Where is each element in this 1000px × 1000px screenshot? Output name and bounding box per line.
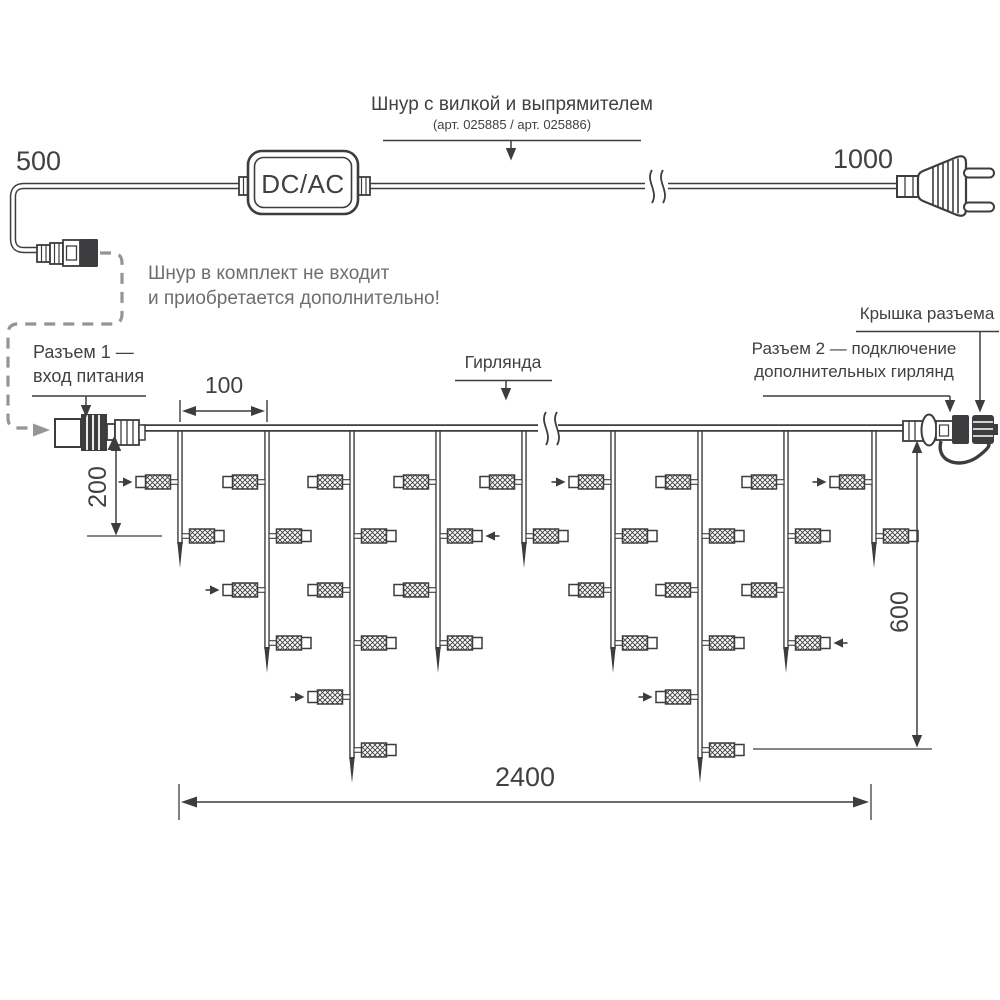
lamp-body (579, 475, 604, 489)
lamp-body (666, 583, 691, 597)
lamp-cap (308, 692, 318, 703)
lamp-neck (876, 534, 884, 539)
flash-arrow-icon (486, 531, 496, 540)
lamp-body (318, 475, 343, 489)
lamp-body (752, 583, 777, 597)
lamp-neck (440, 641, 448, 646)
power-cord (13, 170, 899, 250)
dim-100 (180, 400, 267, 422)
lamp-cap (821, 531, 831, 542)
lamp-cap (394, 585, 404, 596)
lamp-cap (473, 531, 483, 542)
lamp-cap (215, 531, 225, 542)
connector1-label-line1: Разъем 1 — (33, 342, 134, 362)
note-line-2: и приобретается дополнительно! (148, 288, 440, 309)
lamp-body (534, 529, 559, 543)
flash-arrow-icon (817, 477, 827, 486)
lamp-cap (387, 745, 397, 756)
lamp-neck (526, 534, 534, 539)
lamp-cap (387, 531, 397, 542)
lamp-neck (788, 534, 796, 539)
lamp-neck (343, 588, 351, 593)
note-line-1: Шнур в комплект не входит (148, 263, 390, 284)
lamp-cap (742, 477, 752, 488)
lamp-body (840, 475, 865, 489)
drop-tip (697, 757, 702, 783)
lamp-body (579, 583, 604, 597)
lamp-neck (691, 480, 699, 485)
lamp-cap (821, 638, 831, 649)
flash-arrow-icon (643, 692, 653, 701)
lamp-body (666, 475, 691, 489)
adapter-label: DC/AC (261, 169, 345, 199)
lamp-cap (223, 477, 233, 488)
lamp-body (318, 583, 343, 597)
lamp-neck (702, 748, 710, 753)
lamp-cap (302, 531, 312, 542)
lamp-cap (569, 585, 579, 596)
lamp-neck (691, 588, 699, 593)
lamp-body (448, 636, 473, 650)
lamp-cap (569, 477, 579, 488)
lamp-neck (269, 641, 277, 646)
lamp-cap (308, 477, 318, 488)
lamp-neck (258, 480, 266, 485)
lamp-neck (615, 534, 623, 539)
lamp-body (710, 743, 735, 757)
lamp-cap (559, 531, 569, 542)
connector2-label-line1: Разъем 2 — подключение (751, 339, 957, 358)
lamp-body (623, 529, 648, 543)
lamp-cap (387, 638, 397, 649)
lamp-neck (440, 534, 448, 539)
lamp-neck (429, 588, 437, 593)
lamp-cap (656, 477, 666, 488)
lamp-body (362, 529, 387, 543)
garland-drops (119, 431, 919, 783)
flash-arrow-icon (834, 638, 844, 647)
lamp-body (277, 529, 302, 543)
lamp-neck (515, 480, 523, 485)
connector2-leader (763, 396, 955, 413)
lamp-neck (691, 695, 699, 700)
dim-2400-label: 2400 (494, 762, 556, 792)
lamp-cap (742, 585, 752, 596)
lamp-cap (223, 585, 233, 596)
lamp-body (884, 529, 909, 543)
lamp-cap (735, 531, 745, 542)
lamp-neck (354, 748, 362, 753)
lamp-body (318, 690, 343, 704)
lamp-cap (302, 638, 312, 649)
lamp-body (752, 475, 777, 489)
dim-200-label: 200 (84, 466, 112, 508)
lamp-cap (473, 638, 483, 649)
lamp-neck (604, 480, 612, 485)
lamp-body (623, 636, 648, 650)
lamp-body (796, 529, 821, 543)
lamp-body (362, 743, 387, 757)
connector-cap-icon (972, 415, 998, 444)
lamp-neck (777, 588, 785, 593)
lamp-cap (735, 638, 745, 649)
lamp-cap (136, 477, 146, 488)
lamp-neck (171, 480, 179, 485)
lamp-body (233, 583, 258, 597)
lamp-neck (354, 534, 362, 539)
lamp-body (190, 529, 215, 543)
lamp-neck (777, 480, 785, 485)
dim-600-label: 600 (886, 591, 914, 633)
lamp-neck (269, 534, 277, 539)
lamp-neck (343, 695, 351, 700)
lamp-neck (429, 480, 437, 485)
lamp-body (233, 475, 258, 489)
lamp-neck (258, 588, 266, 593)
cord-connector-icon (37, 239, 98, 267)
lamp-cap (480, 477, 490, 488)
lamp-cap (648, 638, 658, 649)
garland-leader (455, 381, 552, 401)
lamp-neck (354, 641, 362, 646)
garland-break-icon (538, 412, 559, 445)
lamp-cap (394, 477, 404, 488)
lamp-body (404, 475, 429, 489)
lamp-cap (830, 477, 840, 488)
lamp-neck (702, 534, 710, 539)
drop-tip (521, 542, 526, 568)
lamp-body (490, 475, 515, 489)
garland-label: Гирлянда (464, 352, 542, 372)
lamp-cap (648, 531, 658, 542)
drop-tip (610, 647, 615, 673)
flash-arrow-icon (123, 477, 133, 486)
lamp-body (277, 636, 302, 650)
lamp-neck (343, 480, 351, 485)
drop-tip (783, 647, 788, 673)
drop-tip (871, 542, 876, 568)
dim-500-label: 500 (16, 146, 62, 176)
lamp-neck (182, 534, 190, 539)
lamp-cap (656, 692, 666, 703)
lamp-cap (308, 585, 318, 596)
drop-tip (435, 647, 440, 673)
connector1-label-line2: вход питания (33, 366, 145, 386)
lamp-cap (656, 585, 666, 596)
flash-arrow-icon (556, 477, 566, 486)
dim-100-label: 100 (204, 372, 244, 398)
lamp-body (666, 690, 691, 704)
flash-arrow-icon (210, 585, 220, 594)
cord-subtitle: (арт. 025885 / арт. 025886) (432, 117, 592, 132)
cap-label: Крышка разъема (859, 304, 995, 323)
lamp-neck (615, 641, 623, 646)
drop-tip (264, 647, 269, 673)
lamp-body (710, 529, 735, 543)
dim-1000-label: 1000 (833, 144, 894, 174)
lamp-body (404, 583, 429, 597)
flash-arrow-icon (295, 692, 305, 701)
drop-tip (349, 757, 354, 783)
lamp-neck (865, 480, 873, 485)
lamp-body (362, 636, 387, 650)
connector2-label-line2: дополнительных гирлянд (754, 362, 954, 381)
cord-title: Шнур с вилкой и выпрямителем (371, 94, 653, 115)
lamp-neck (788, 641, 796, 646)
lamp-cap (735, 745, 745, 756)
lamp-neck (702, 641, 710, 646)
lamp-neck (604, 588, 612, 593)
lamp-body (710, 636, 735, 650)
drop-tip (177, 542, 182, 568)
power-plug-icon (897, 156, 994, 216)
input-connector-icon (55, 414, 145, 451)
lamp-body (448, 529, 473, 543)
lamp-body (796, 636, 821, 650)
lamp-body (146, 475, 171, 489)
cord-break-icon (645, 170, 668, 203)
cord-title-leader (383, 141, 641, 161)
